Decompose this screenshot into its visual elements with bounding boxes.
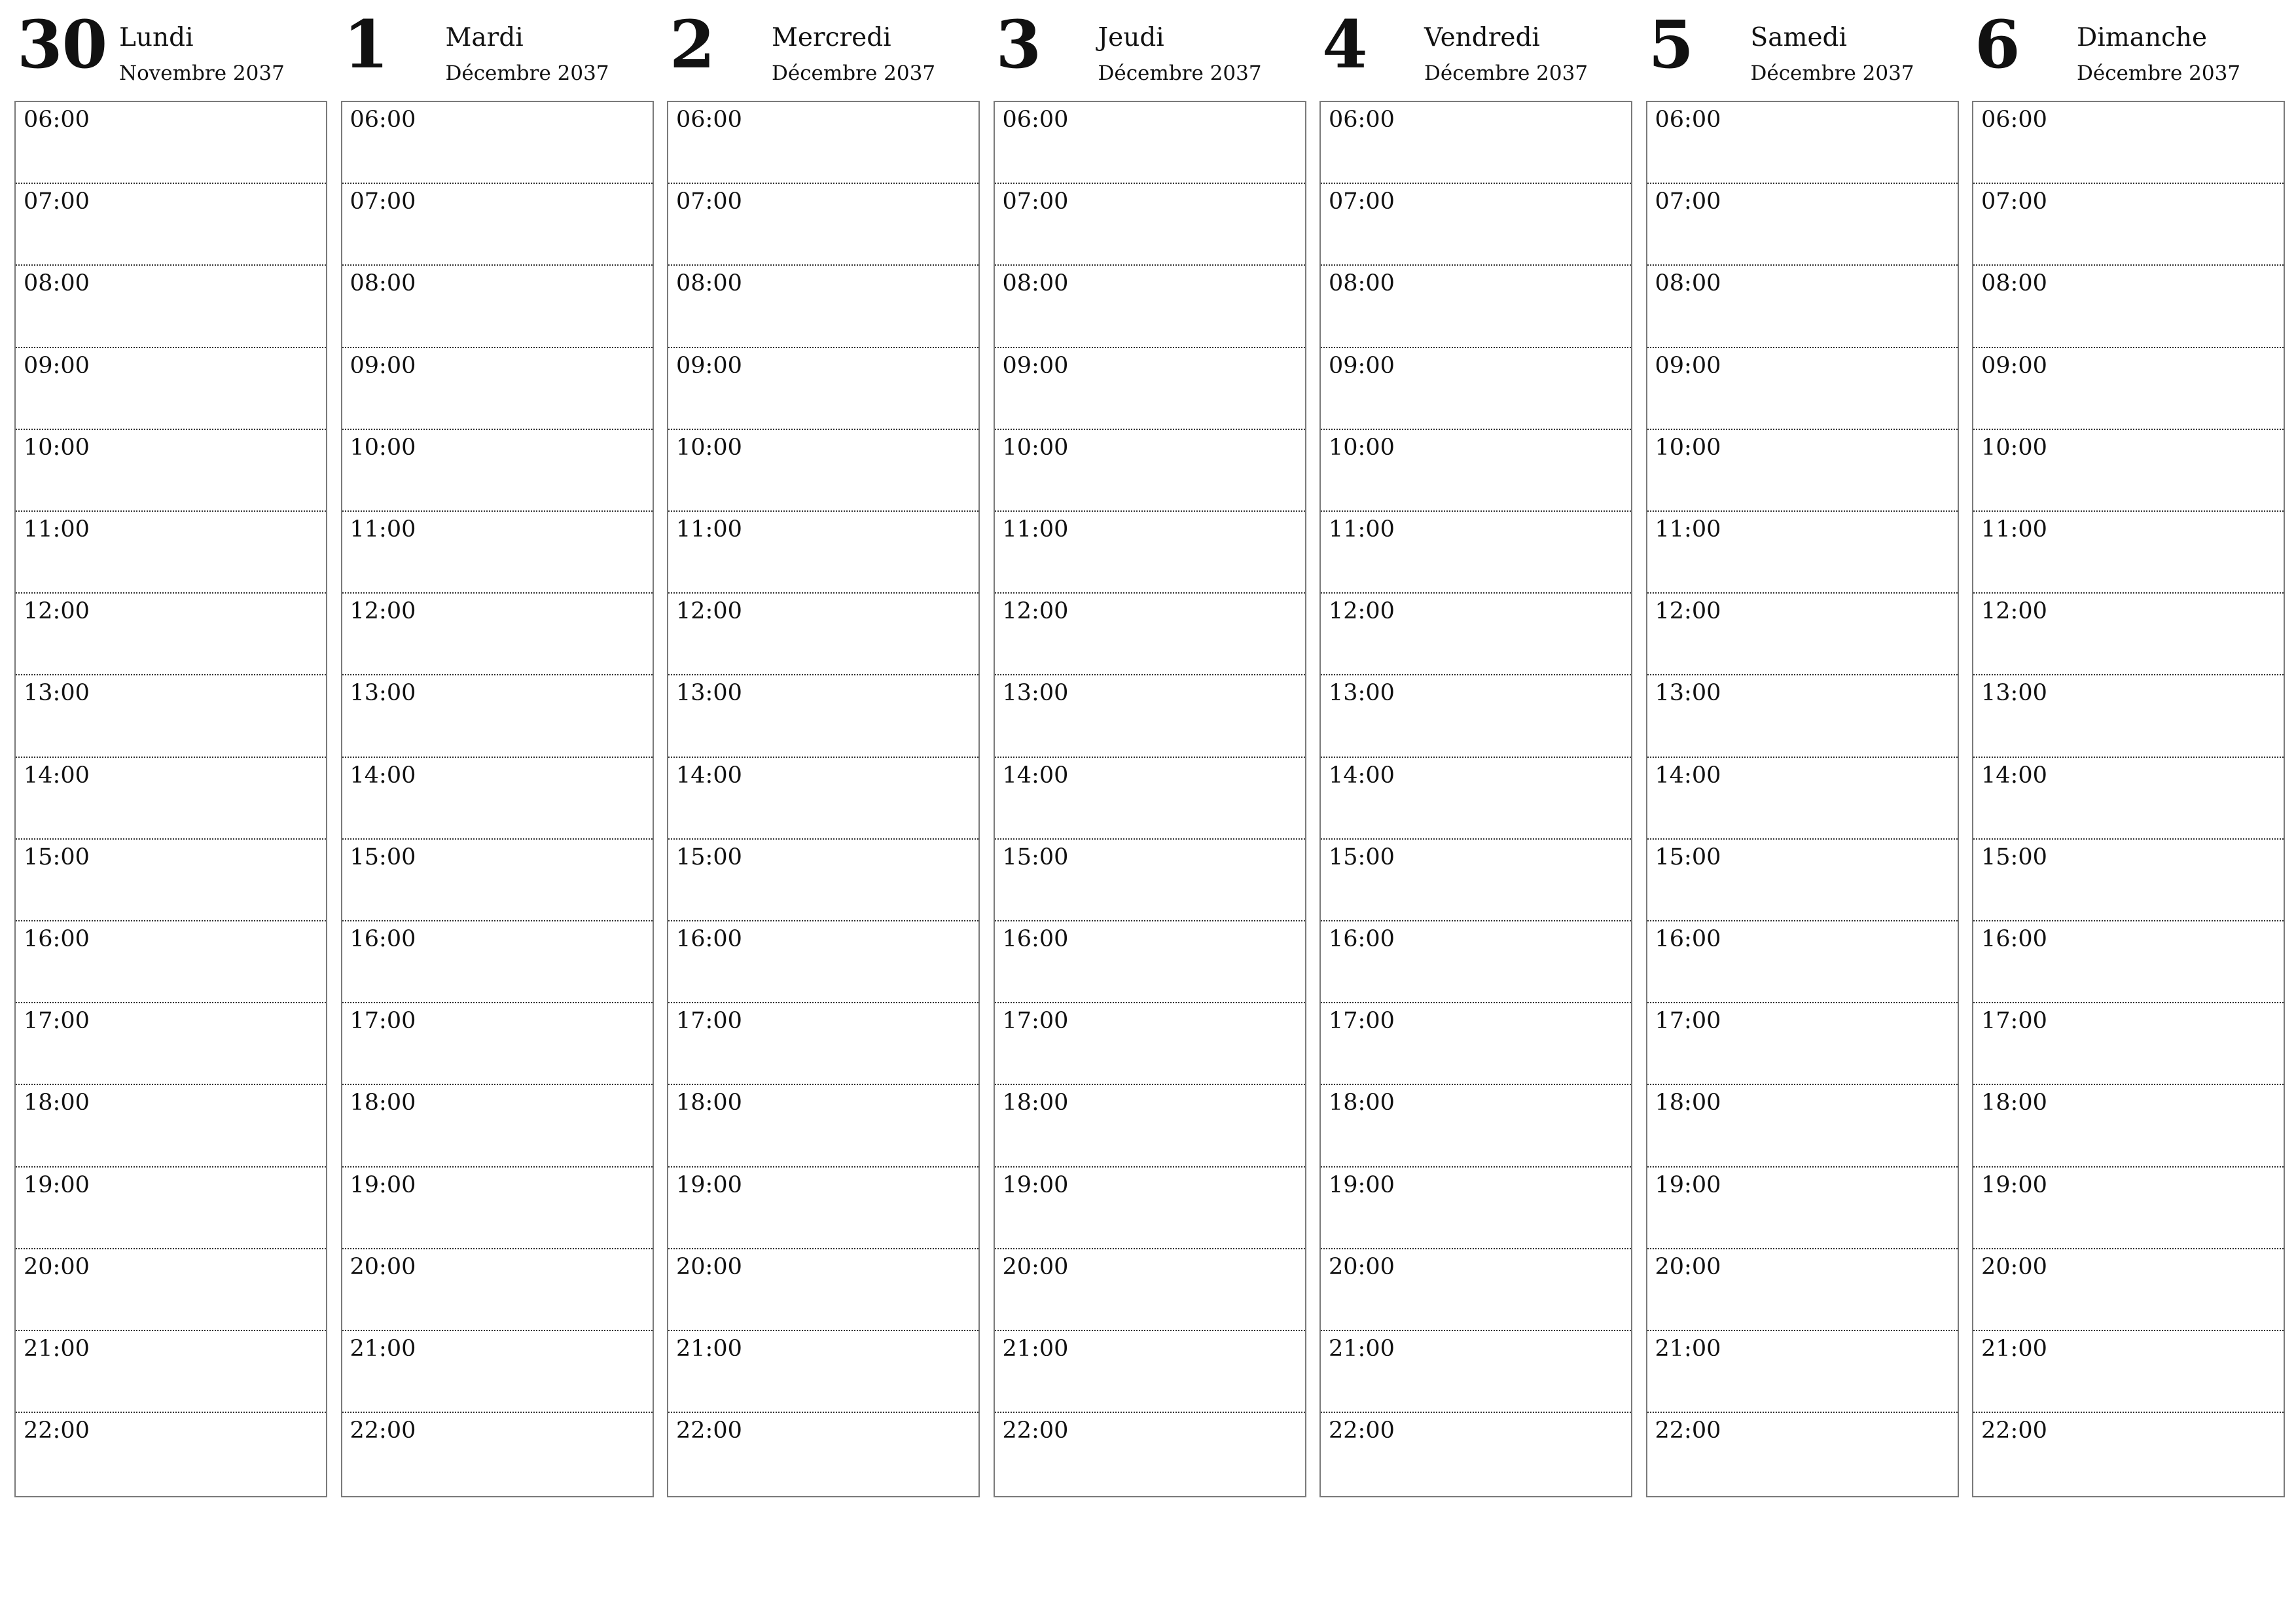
hour-label: 13:00: [24, 680, 90, 707]
hour-slot[interactable]: [16, 512, 326, 594]
hour-label: 12:00: [24, 598, 90, 625]
hour-label: 20:00: [24, 1253, 90, 1280]
hour-slot[interactable]: [342, 840, 653, 921]
hour-label: 15:00: [676, 844, 742, 870]
hour-slot[interactable]: [1973, 348, 2284, 430]
hour-slot[interactable]: [668, 348, 978, 430]
hour-slot[interactable]: [342, 266, 653, 348]
hour-label: 06:00: [1981, 107, 2047, 133]
day-name: Mardi: [445, 23, 524, 52]
day-month: Décembre 2037: [445, 62, 609, 85]
hour-label: 06:00: [1002, 107, 1069, 133]
hour-slot[interactable]: [1973, 594, 2284, 675]
hour-label: 07:00: [1655, 188, 1721, 215]
hour-label: 16:00: [350, 926, 416, 952]
hour-slot[interactable]: [668, 594, 978, 675]
hour-label: 10:00: [676, 434, 742, 461]
hour-label: 09:00: [676, 352, 742, 379]
hour-slot[interactable]: [342, 1003, 653, 1085]
hour-label: 16:00: [1655, 926, 1721, 952]
hour-label: 18:00: [350, 1090, 416, 1116]
hour-slot[interactable]: [1321, 102, 1631, 184]
day-schedule-box: [667, 101, 980, 1497]
hour-slot[interactable]: [995, 102, 1305, 184]
hour-slot[interactable]: [668, 1331, 978, 1413]
hour-label: 21:00: [1981, 1336, 2047, 1362]
hour-slot[interactable]: [1647, 348, 1958, 430]
hour-slot[interactable]: [342, 102, 653, 184]
hour-slot[interactable]: [1973, 1413, 2284, 1495]
hour-label: 09:00: [1002, 352, 1069, 379]
hour-label: 11:00: [350, 516, 416, 543]
day-month: Décembre 2037: [2077, 62, 2241, 85]
hour-label: 21:00: [676, 1336, 742, 1362]
hour-label: 12:00: [1329, 598, 1395, 625]
hour-slot[interactable]: [1321, 594, 1631, 675]
hour-slot[interactable]: [1321, 758, 1631, 840]
hour-slot[interactable]: [342, 348, 653, 430]
hour-label: 20:00: [1655, 1253, 1721, 1280]
day-header: [994, 0, 1306, 98]
hour-label: 19:00: [350, 1171, 416, 1198]
day-header: [1646, 0, 1959, 98]
hour-slot[interactable]: [1973, 184, 2284, 266]
hour-slot[interactable]: [1973, 1085, 2284, 1167]
hour-slot[interactable]: [16, 758, 326, 840]
hour-label: 15:00: [1981, 844, 2047, 870]
hour-slot[interactable]: [1973, 1003, 2284, 1085]
day-schedule-box: [1646, 101, 1959, 1497]
day-header: [1319, 0, 1632, 98]
hour-label: 10:00: [1655, 434, 1721, 461]
hour-slot[interactable]: [668, 921, 978, 1003]
hour-label: 09:00: [1981, 352, 2047, 379]
hour-label: 06:00: [676, 107, 742, 133]
hour-label: 20:00: [1981, 1253, 2047, 1280]
hour-slot[interactable]: [16, 102, 326, 184]
day-name: Samedi: [1750, 23, 1847, 52]
hour-label: 18:00: [1002, 1090, 1069, 1116]
hour-label: 17:00: [1981, 1008, 2047, 1035]
hour-slot[interactable]: [1647, 1168, 1958, 1249]
hour-label: 20:00: [1002, 1253, 1069, 1280]
hour-slot[interactable]: [668, 758, 978, 840]
hour-label: 08:00: [1981, 270, 2047, 297]
hour-slot[interactable]: [1973, 266, 2284, 348]
hour-label: 08:00: [350, 270, 416, 297]
hour-slot[interactable]: [995, 348, 1305, 430]
hour-label: 19:00: [24, 1171, 90, 1198]
hour-slot[interactable]: [342, 184, 653, 266]
hour-slot[interactable]: [1321, 921, 1631, 1003]
hour-slot[interactable]: [995, 840, 1305, 921]
hour-slot[interactable]: [1321, 1168, 1631, 1249]
hour-label: 20:00: [1329, 1253, 1395, 1280]
hour-slot[interactable]: [995, 1249, 1305, 1331]
hour-label: 09:00: [350, 352, 416, 379]
hour-slot[interactable]: [1321, 675, 1631, 757]
hour-label: 16:00: [24, 926, 90, 952]
hour-slot[interactable]: [995, 1085, 1305, 1167]
hour-label: 21:00: [1655, 1336, 1721, 1362]
hour-slot[interactable]: [668, 1003, 978, 1085]
hour-label: 22:00: [1329, 1418, 1395, 1444]
hour-label: 17:00: [24, 1008, 90, 1035]
hour-slot[interactable]: [995, 921, 1305, 1003]
hour-label: 11:00: [1981, 516, 2047, 543]
hour-slot[interactable]: [1973, 512, 2284, 594]
hour-slot[interactable]: [995, 184, 1305, 266]
hour-label: 13:00: [1329, 680, 1395, 707]
hour-slot[interactable]: [668, 675, 978, 757]
day-month: Décembre 2037: [1750, 62, 1914, 85]
hour-label: 18:00: [1655, 1090, 1721, 1116]
hour-slot[interactable]: [1973, 675, 2284, 757]
hour-slot[interactable]: [342, 594, 653, 675]
hour-label: 10:00: [1002, 434, 1069, 461]
hour-label: 12:00: [350, 598, 416, 625]
hour-label: 22:00: [350, 1418, 416, 1444]
hour-slot[interactable]: [16, 184, 326, 266]
hour-label: 07:00: [350, 188, 416, 215]
hour-slot[interactable]: [1647, 675, 1958, 757]
hour-label: 07:00: [676, 188, 742, 215]
hour-label: 19:00: [1655, 1171, 1721, 1198]
hour-label: 18:00: [24, 1090, 90, 1116]
hour-slot[interactable]: [995, 430, 1305, 512]
hour-label: 10:00: [1329, 434, 1395, 461]
hour-slot[interactable]: [342, 1413, 653, 1495]
hour-label: 19:00: [1329, 1171, 1395, 1198]
hour-slot[interactable]: [1647, 184, 1958, 266]
hour-label: 06:00: [350, 107, 416, 133]
hour-slot[interactable]: [995, 1003, 1305, 1085]
hour-label: 13:00: [1002, 680, 1069, 707]
hour-slot[interactable]: [1647, 512, 1958, 594]
hour-slot[interactable]: [1321, 1413, 1631, 1495]
hour-label: 11:00: [24, 516, 90, 543]
day-schedule-box: [14, 101, 327, 1497]
hour-label: 18:00: [1981, 1090, 2047, 1116]
hour-slot[interactable]: [342, 1168, 653, 1249]
hour-label: 14:00: [1981, 762, 2047, 789]
day-month: Novembre 2037: [119, 62, 285, 85]
day-number: 3: [996, 6, 1041, 83]
hour-label: 11:00: [676, 516, 742, 543]
hour-slot[interactable]: [995, 1331, 1305, 1413]
hour-slot[interactable]: [16, 1168, 326, 1249]
hour-label: 16:00: [676, 926, 742, 952]
hour-slot[interactable]: [1973, 1331, 2284, 1413]
hour-slot[interactable]: [16, 594, 326, 675]
hour-label: 15:00: [1002, 844, 1069, 870]
hour-slot[interactable]: [342, 921, 653, 1003]
hour-label: 22:00: [1002, 1418, 1069, 1444]
hour-label: 14:00: [350, 762, 416, 789]
hour-slot[interactable]: [995, 758, 1305, 840]
hour-label: 14:00: [1329, 762, 1395, 789]
hour-slot[interactable]: [1321, 512, 1631, 594]
hour-slot[interactable]: [668, 1085, 978, 1167]
hour-slot[interactable]: [995, 594, 1305, 675]
hour-slot[interactable]: [16, 266, 326, 348]
hour-slot[interactable]: [1321, 184, 1631, 266]
hour-label: 19:00: [1981, 1171, 2047, 1198]
hour-label: 20:00: [676, 1253, 742, 1280]
hour-slot[interactable]: [668, 102, 978, 184]
hour-label: 06:00: [1329, 107, 1395, 133]
hour-slot[interactable]: [668, 430, 978, 512]
hour-slot[interactable]: [1973, 921, 2284, 1003]
hour-slot[interactable]: [1973, 102, 2284, 184]
hour-label: 19:00: [1002, 1171, 1069, 1198]
hour-label: 21:00: [350, 1336, 416, 1362]
hour-label: 11:00: [1655, 516, 1721, 543]
hour-slot[interactable]: [342, 675, 653, 757]
day-number: 2: [670, 6, 715, 83]
hour-slot[interactable]: [1647, 430, 1958, 512]
hour-slot[interactable]: [16, 1085, 326, 1167]
day-number: 6: [1975, 6, 2020, 83]
hour-slot[interactable]: [1647, 594, 1958, 675]
hour-slot[interactable]: [995, 675, 1305, 757]
hour-slot[interactable]: [342, 758, 653, 840]
hour-label: 09:00: [1655, 352, 1721, 379]
day-name: Vendredi: [1424, 23, 1540, 52]
hour-label: 17:00: [350, 1008, 416, 1035]
hour-label: 16:00: [1981, 926, 2047, 952]
hour-label: 17:00: [676, 1008, 742, 1035]
hour-label: 15:00: [1329, 844, 1395, 870]
hour-slot[interactable]: [1321, 266, 1631, 348]
hour-slot[interactable]: [1321, 348, 1631, 430]
day-schedule-box: [341, 101, 654, 1497]
hour-slot[interactable]: [342, 512, 653, 594]
hour-label: 06:00: [24, 107, 90, 133]
hour-label: 08:00: [1002, 270, 1069, 297]
day-schedule-box: [1319, 101, 1632, 1497]
hour-label: 22:00: [1655, 1418, 1721, 1444]
day-schedule-box: [1972, 101, 2285, 1497]
hour-label: 14:00: [676, 762, 742, 789]
hour-slot[interactable]: [668, 266, 978, 348]
hour-slot[interactable]: [1973, 430, 2284, 512]
hour-label: 07:00: [1981, 188, 2047, 215]
day-month: Décembre 2037: [772, 62, 936, 85]
day-header: [667, 0, 980, 98]
hour-slot[interactable]: [668, 1249, 978, 1331]
day-number: 4: [1322, 6, 1367, 83]
day-header: [1972, 0, 2285, 98]
hour-label: 08:00: [1655, 270, 1721, 297]
day-name: Dimanche: [2077, 23, 2208, 52]
hour-slot[interactable]: [1321, 1085, 1631, 1167]
hour-slot[interactable]: [16, 1249, 326, 1331]
hour-label: 17:00: [1655, 1008, 1721, 1035]
hour-slot[interactable]: [1321, 1249, 1631, 1331]
hour-slot[interactable]: [995, 266, 1305, 348]
hour-label: 07:00: [1329, 188, 1395, 215]
hour-label: 15:00: [24, 844, 90, 870]
hour-slot[interactable]: [1973, 840, 2284, 921]
hour-slot[interactable]: [668, 840, 978, 921]
hour-slot[interactable]: [1647, 1331, 1958, 1413]
hour-label: 07:00: [1002, 188, 1069, 215]
hour-slot[interactable]: [16, 348, 326, 430]
hour-slot[interactable]: [1321, 1003, 1631, 1085]
hour-label: 08:00: [24, 270, 90, 297]
hour-label: 12:00: [676, 598, 742, 625]
hour-label: 17:00: [1329, 1008, 1395, 1035]
hour-label: 06:00: [1655, 107, 1721, 133]
day-header: [14, 0, 327, 98]
hour-slot[interactable]: [1321, 1331, 1631, 1413]
hour-slot[interactable]: [16, 840, 326, 921]
hour-label: 22:00: [24, 1418, 90, 1444]
hour-label: 15:00: [350, 844, 416, 870]
hour-label: 10:00: [1981, 434, 2047, 461]
hour-label: 22:00: [1981, 1418, 2047, 1444]
hour-slot[interactable]: [995, 512, 1305, 594]
hour-label: 13:00: [1981, 680, 2047, 707]
hour-label: 14:00: [24, 762, 90, 789]
hour-slot[interactable]: [16, 1003, 326, 1085]
hour-label: 19:00: [676, 1171, 742, 1198]
hour-label: 17:00: [1002, 1008, 1069, 1035]
day-name: Jeudi: [1098, 23, 1164, 52]
hour-label: 12:00: [1655, 598, 1721, 625]
hour-label: 08:00: [1329, 270, 1395, 297]
hour-label: 09:00: [24, 352, 90, 379]
hour-label: 21:00: [1002, 1336, 1069, 1362]
hour-label: 18:00: [676, 1090, 742, 1116]
hour-label: 10:00: [24, 434, 90, 461]
day-number: 1: [343, 6, 389, 83]
hour-slot[interactable]: [16, 921, 326, 1003]
hour-label: 14:00: [1002, 762, 1069, 789]
hour-slot[interactable]: [1321, 840, 1631, 921]
hour-slot[interactable]: [1321, 430, 1631, 512]
hour-slot[interactable]: [1647, 921, 1958, 1003]
hour-label: 16:00: [1002, 926, 1069, 952]
hour-label: 07:00: [24, 188, 90, 215]
hour-slot[interactable]: [668, 184, 978, 266]
hour-label: 13:00: [676, 680, 742, 707]
hour-slot[interactable]: [668, 1168, 978, 1249]
day-month: Décembre 2037: [1424, 62, 1588, 85]
day-name: Lundi: [119, 23, 194, 52]
day-month: Décembre 2037: [1098, 62, 1262, 85]
hour-slot[interactable]: [1647, 840, 1958, 921]
hour-slot[interactable]: [1973, 1249, 2284, 1331]
hour-label: 22:00: [676, 1418, 742, 1444]
day-name: Mercredi: [772, 23, 891, 52]
hour-slot[interactable]: [342, 1085, 653, 1167]
hour-label: 15:00: [1655, 844, 1721, 870]
hour-label: 18:00: [1329, 1090, 1395, 1116]
hour-slot[interactable]: [16, 1413, 326, 1495]
hour-slot[interactable]: [668, 512, 978, 594]
day-number: 30: [17, 6, 107, 83]
hour-label: 12:00: [1981, 598, 2047, 625]
hour-slot[interactable]: [16, 675, 326, 757]
hour-label: 21:00: [1329, 1336, 1395, 1362]
hour-slot[interactable]: [16, 1331, 326, 1413]
hour-label: 14:00: [1655, 762, 1721, 789]
hour-slot[interactable]: [668, 1413, 978, 1495]
hour-slot[interactable]: [1647, 102, 1958, 184]
hour-slot[interactable]: [995, 1168, 1305, 1249]
hour-label: 08:00: [676, 270, 742, 297]
hour-slot[interactable]: [1647, 1085, 1958, 1167]
hour-label: 11:00: [1329, 516, 1395, 543]
hour-slot[interactable]: [1973, 758, 2284, 840]
hour-slot[interactable]: [1647, 1003, 1958, 1085]
hour-label: 11:00: [1002, 516, 1069, 543]
hour-slot[interactable]: [16, 430, 326, 512]
day-header: [341, 0, 654, 98]
hour-label: 21:00: [24, 1336, 90, 1362]
hour-label: 13:00: [350, 680, 416, 707]
hour-slot[interactable]: [1647, 758, 1958, 840]
hour-slot[interactable]: [1647, 1413, 1958, 1495]
hour-slot[interactable]: [995, 1413, 1305, 1495]
hour-label: 12:00: [1002, 598, 1069, 625]
hour-slot[interactable]: [342, 1249, 653, 1331]
hour-label: 20:00: [350, 1253, 416, 1280]
hour-label: 16:00: [1329, 926, 1395, 952]
hour-label: 13:00: [1655, 680, 1721, 707]
day-schedule-box: [994, 101, 1306, 1497]
hour-label: 09:00: [1329, 352, 1395, 379]
hour-slot[interactable]: [342, 430, 653, 512]
day-number: 5: [1648, 6, 1694, 83]
hour-slot[interactable]: [342, 1331, 653, 1413]
hour-label: 10:00: [350, 434, 416, 461]
hour-slot[interactable]: [1973, 1168, 2284, 1249]
hour-slot[interactable]: [1647, 266, 1958, 348]
hour-slot[interactable]: [1647, 1249, 1958, 1331]
